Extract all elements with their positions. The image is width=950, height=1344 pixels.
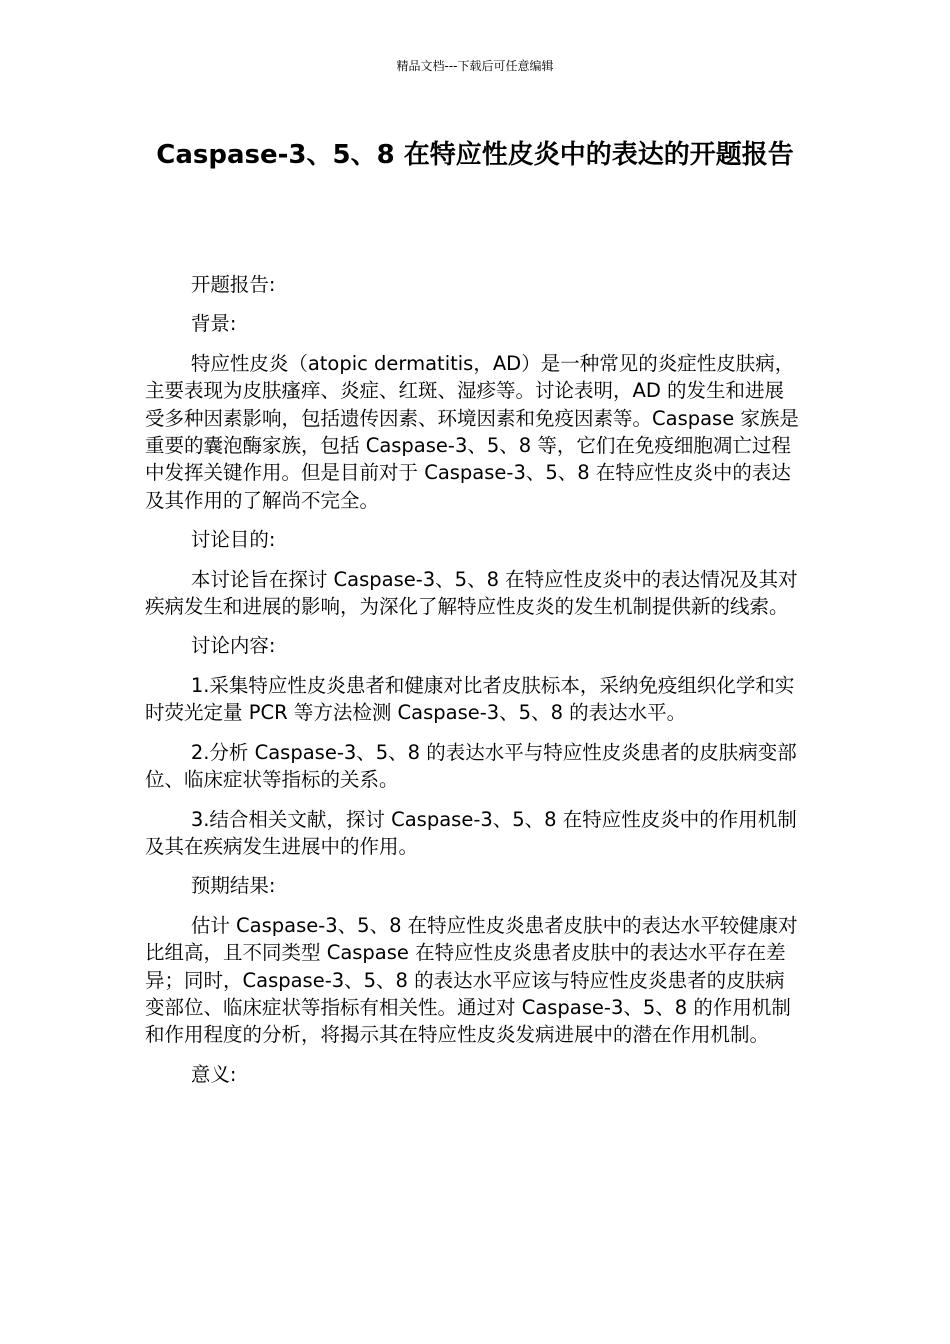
document-body (145, 271, 803, 1100)
content-item-1: 1.采集特应性皮炎患者和健康对比者皮肤标本，采纳免疫组织化学和实时荧光定量 PCR 等方法检测 Caspase-3、5、8 的表达水平。 (145, 673, 795, 725)
results-heading: 预期结果: (190, 874, 276, 898)
results-paragraph: 估计 Caspase-3、5、8 在特应性皮炎患者皮肤中的表达水平较健康对比组高，且不同类型 Caspase 在特应性皮炎患者皮肤中的表达水平存在差异；同时，Caspase-3、5、8 的表达水平应该与特应性皮炎患者的皮肤病变部位、临床症状等指标有相关性。通过对 Caspase-3、5、8 的作用机制和作用程度的分析，将揭示其在特应性皮炎发病进展中的潜在作用机制。 (145, 913, 798, 1047)
content-heading: 讨论内容: (190, 634, 276, 658)
significance-heading: 意义: (190, 1062, 237, 1086)
content-item-3: 3.结合相关文献，探讨 Caspase-3、5、8 在特应性皮炎中的作用机制及其在疾病发生进展中的作用。 (145, 807, 797, 858)
document-title: Caspase-3、5、8 在特应性皮炎中的表达的开题报告 (156, 140, 794, 170)
purpose-paragraph: 本讨论旨在探讨 Caspase-3、5、8 在特应性皮炎中的表达情况及其对疾病发生和进展的影响，为深化了解特应性皮炎的发生机制提供新的线索。 (145, 567, 798, 619)
page-header: 精品文档---下载后可任意编辑 (396, 59, 554, 73)
background-heading: 背景: (190, 312, 237, 336)
content-item-2: 2.分析 Caspase-3、5、8 的表达水平与特应性皮炎患者的皮肤病变部位、临床症状等指标的关系。 (145, 740, 797, 792)
report-heading: 开题报告: (190, 273, 276, 296)
purpose-heading: 讨论目的: (190, 528, 276, 552)
background-paragraph: 特应性皮炎（atopic dermatitis，AD）是一种常见的炎症性皮肤病，主要表现为皮肤瘙痒、炎症、红斑、湿疹等。讨论表明，AD 的发生和进展受多种因素影响，包括遗传因素、环境因素和免疫因素等。Caspase 家族是重要的囊泡酶家族，包括 Caspase-3、5、8 等，它们在免疫细胞凋亡过程中发挥关键作用。但是目前对于 Caspase-3、5、8 在特应性皮炎中的表达及其作用的了解尚不完全。 (145, 351, 799, 512)
